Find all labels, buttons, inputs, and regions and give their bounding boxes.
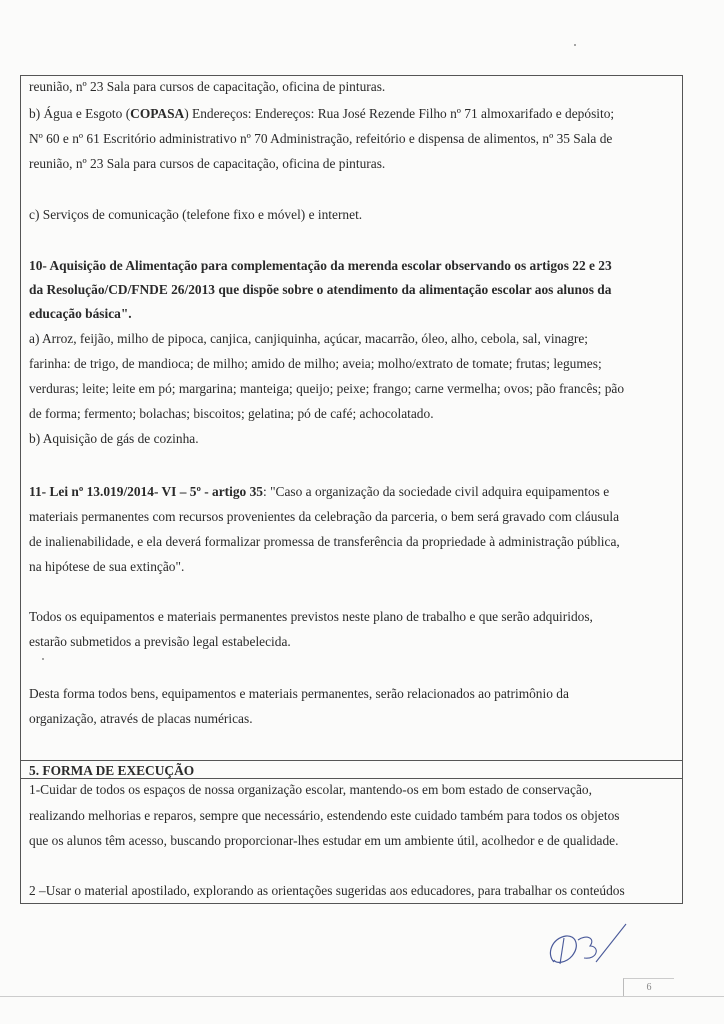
text-line: Desta forma todos bens, equipamentos e materiais permanentes, serão relacionados ao patrimônio da (29, 686, 569, 701)
text-line: farinha: de trigo, de mandioca; de milho; amido de milho; aveia; molho/extrato de tomate; frutas; legumes; (29, 356, 602, 371)
text-line: materiais permanentes com recursos provenientes da celebração da parceria, o bem será gravado com cláusula (29, 509, 620, 524)
text-line: Todos os equipamentos e materiais permanentes previstos neste plano de trabalho e que serão adquiridos, (29, 609, 593, 624)
text-line: de forma; fermento; bolachas; biscoitos; gelatina; pó de café; achocolatado. (29, 406, 434, 421)
text-line: Nº 60 e nº 61 Escritório administrativo nº 70 Administração, refeitório e dispensa de alimentos, nº 35 Sala de (29, 131, 613, 146)
text-line: que os alunos têm acesso, buscando proporcionar-lhes estudar em um ambiente útil, acolhedor e de qualidade. (29, 833, 619, 848)
text-line: b) Água e Esgoto (COPASA) Endereços: Endereços: Rua José Rezende Filho nº 71 almoxarifado e depósito; (29, 106, 615, 121)
section-title: 5. FORMA DE EXECUÇÃO (29, 763, 195, 778)
section-heading: da Resolução/CD/FNDE 26/2013 que dispõe sobre o atendimento da alimentação escolar aos alunos da (29, 282, 612, 297)
section-divider (20, 760, 683, 761)
text-line: estarão submetidos a previsão legal estabelecida. (29, 634, 291, 649)
text-line: b) Aquisição de gás de cozinha. (29, 431, 199, 446)
page-number: 6 (623, 978, 674, 997)
text-line: reunião, nº 23 Sala para cursos de capacitação, oficina de pinturas. (29, 156, 386, 171)
text-line: 11- Lei nº 13.019/2014- VI – 5º - artigo 35: "Caso a organização da sociedade civil adquira equipamentos e (29, 484, 610, 499)
text-line: reunião, nº 23 Sala para cursos de capacitação, oficina de pinturas. (29, 79, 386, 94)
text-line: 2 –Usar o material apostilado, explorando as orientações sugeridas aos educadores, para trabalhar os conteúdos (29, 883, 625, 898)
text-line: 1-Cuidar de todos os espaços de nossa organização escolar, mantendo-os em bom estado de conservação, (29, 782, 592, 797)
text-line: de inalienabilidade, e ela deverá formalizar promessa de transferência da propriedade à administração pública, (29, 534, 620, 549)
text-line: c) Serviços de comunicação (telefone fixo e móvel) e internet. (29, 207, 363, 222)
scan-edge-line (0, 996, 724, 997)
text-line: a) Arroz, feijão, milho de pipoca, canjica, canjiquinha, açúcar, macarrão, óleo, alho, cebola, sal, vinagre; (29, 331, 589, 346)
text-line: realizando melhorias e reparos, sempre que necessário, estendendo este cuidado também para todos os objetos (29, 808, 620, 823)
scan-speck (42, 658, 44, 660)
text-line: verduras; leite; leite em pó; margarina; manteiga; queijo; peixe; frango; carne vermelha; ovos; pão francês; pão (29, 381, 625, 396)
section-divider (20, 778, 683, 779)
text-line: na hipótese de sua extinção". (29, 559, 185, 574)
text-line: organização, através de placas numéricas. (29, 711, 253, 726)
section-heading: educação básica". (29, 306, 132, 321)
signature-initials (540, 916, 640, 976)
section-heading: 10- Aquisição de Alimentação para complementação da merenda escolar observando os artigos 22 e 23 (29, 258, 612, 273)
scan-speck (574, 44, 576, 46)
